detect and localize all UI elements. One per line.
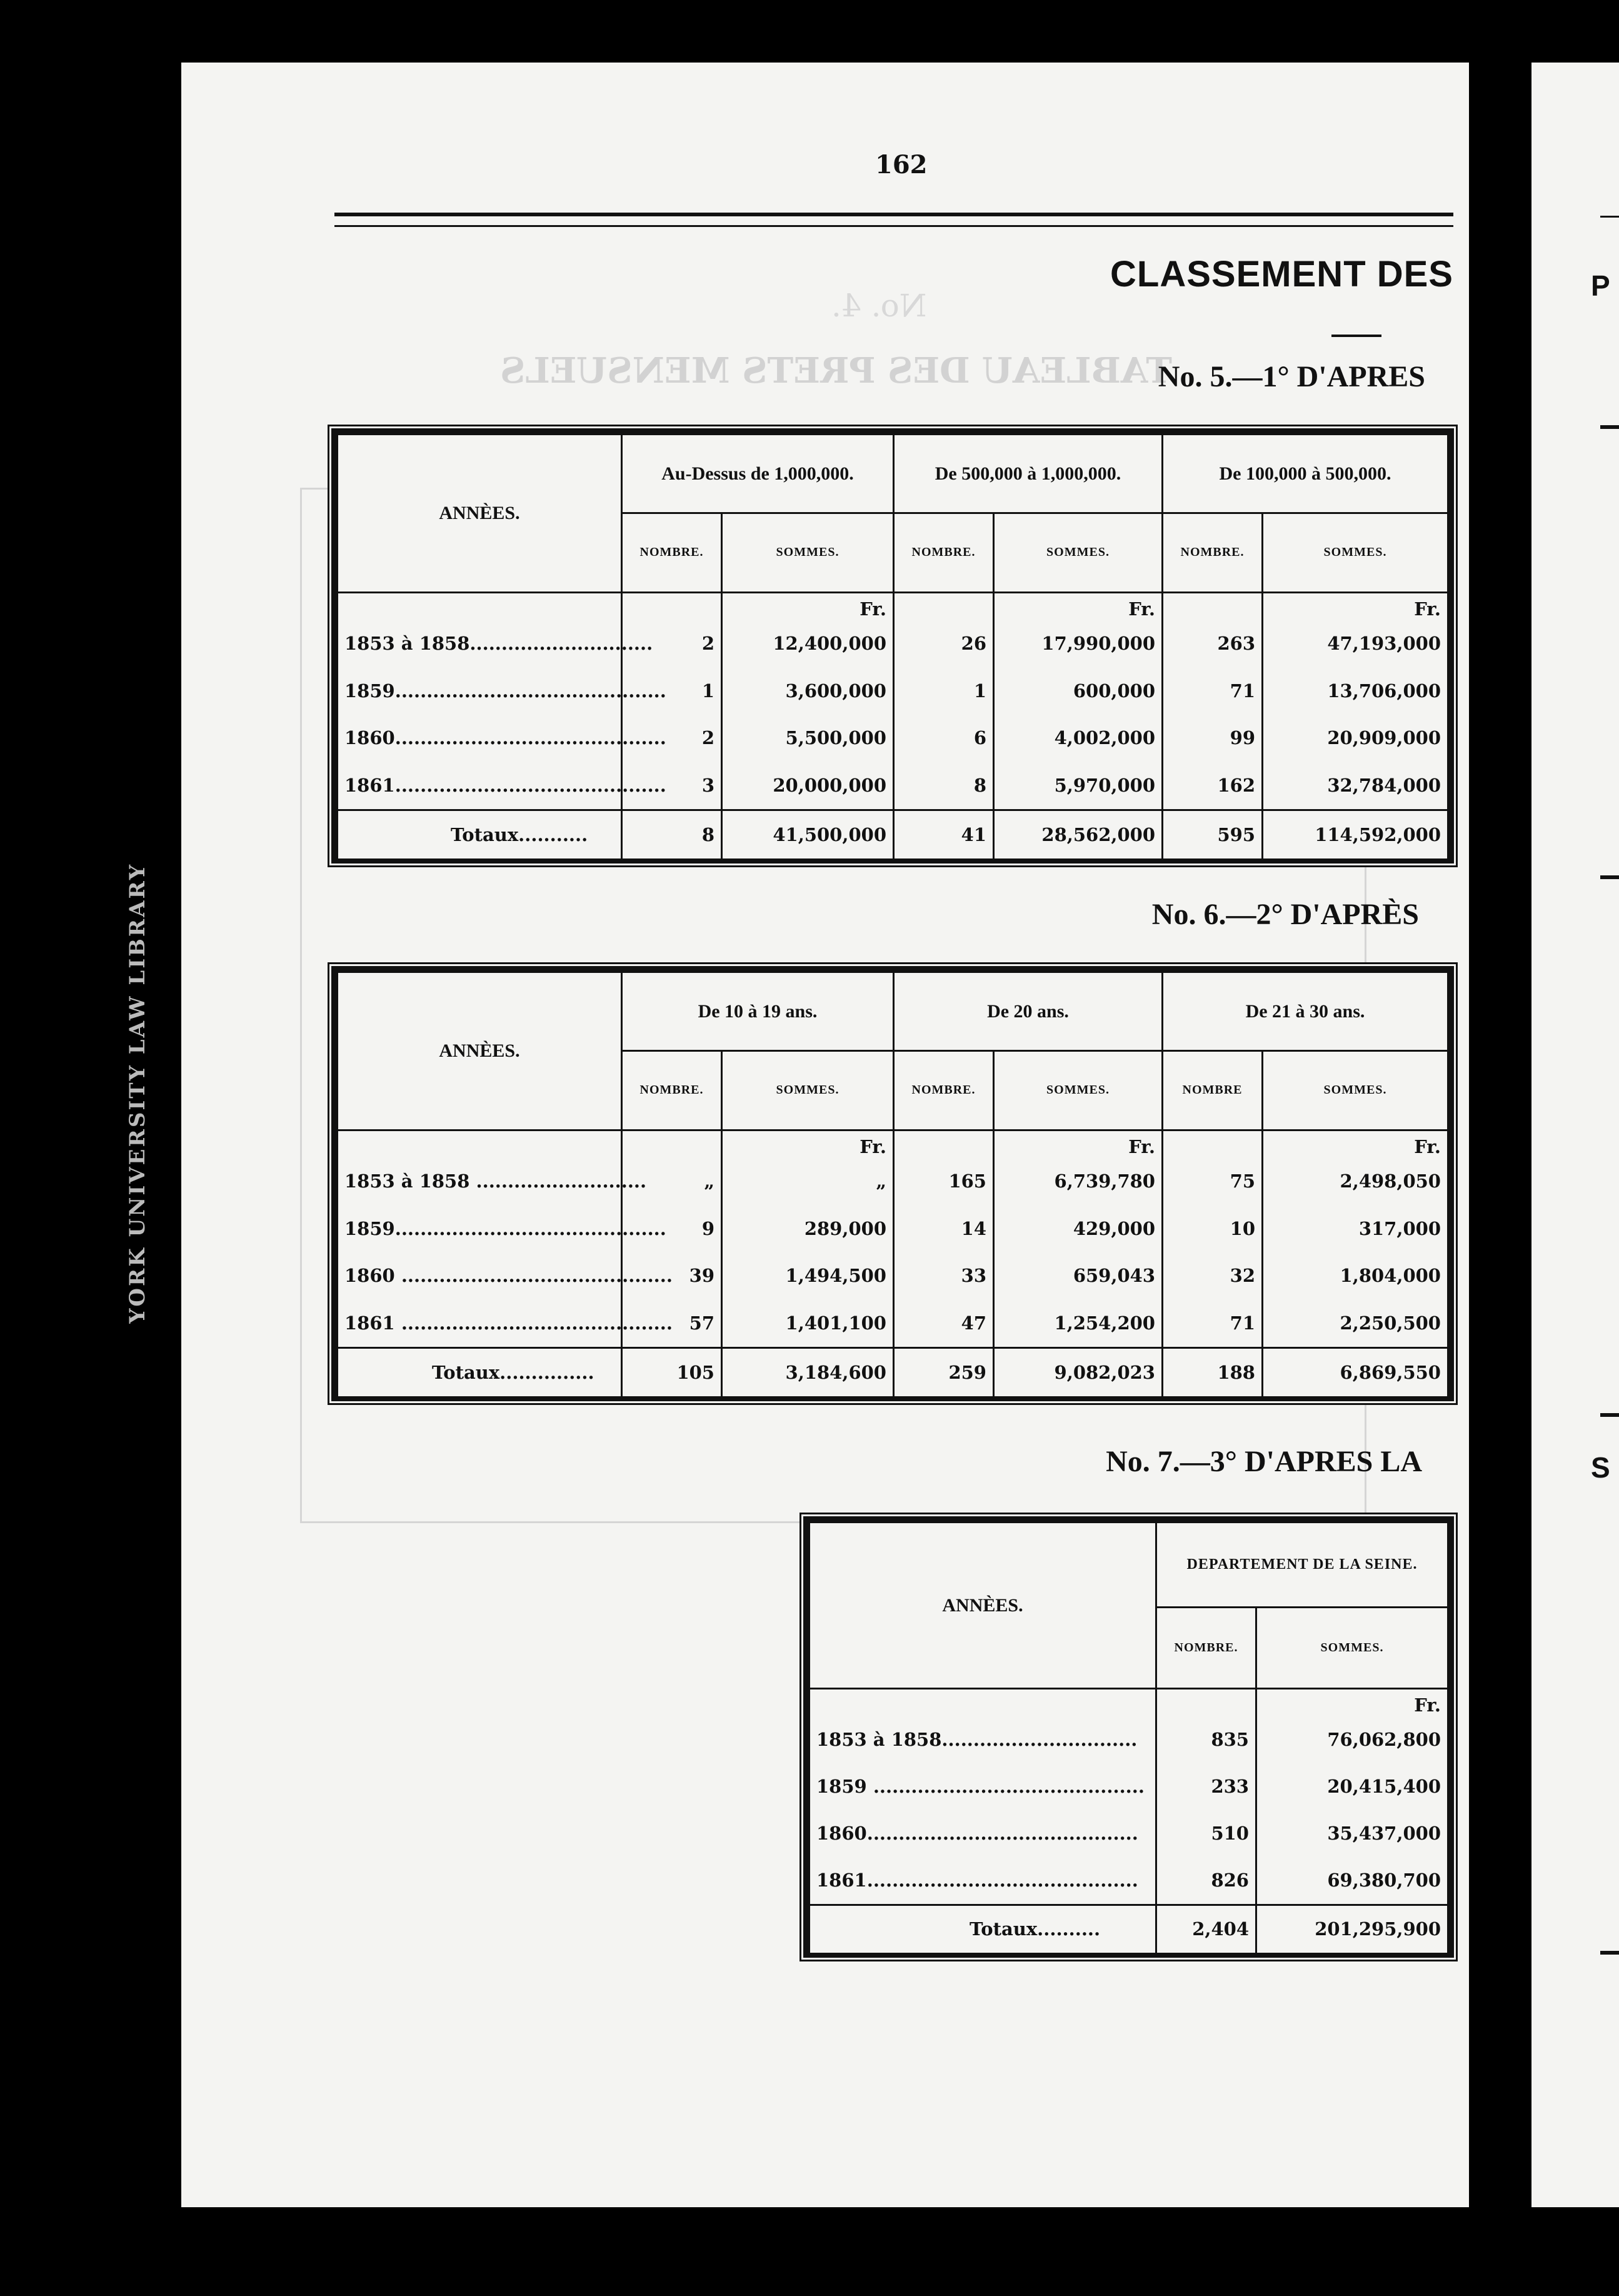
row-year: 1859 — [344, 680, 395, 702]
cell: 10 — [1163, 1205, 1263, 1252]
sub-header: NOMBRE. — [622, 1051, 722, 1130]
right-page-rule — [1600, 1951, 1619, 1955]
row-year: 1853 à 1858 — [344, 1170, 470, 1192]
cell: 47 — [894, 1299, 994, 1347]
cell: 33 — [894, 1252, 994, 1299]
cell: 263 — [1163, 620, 1263, 667]
cell: 233 — [1156, 1763, 1256, 1810]
cell: 2,498,050 — [1263, 1157, 1448, 1205]
right-page-rule — [1600, 216, 1619, 218]
sub-header: NOMBRE. — [894, 513, 994, 592]
cell: 188 — [1163, 1348, 1263, 1396]
cell: 1,494,500 — [722, 1252, 894, 1299]
cell: 317,000 — [1263, 1205, 1448, 1252]
total-row: Totaux.......... 2,404 201,295,900 — [810, 1905, 1448, 1953]
cell: 41,500,000 — [722, 810, 894, 858]
row-year: 1860 — [344, 1265, 395, 1287]
sub-header: SOMMES. — [722, 513, 894, 592]
table-row: 1861........................................... 826 69,380,700 — [810, 1856, 1448, 1905]
sub-header: SOMMES. — [994, 513, 1163, 592]
cell: 35,437,000 — [1256, 1810, 1448, 1856]
cell: 32 — [1163, 1252, 1263, 1299]
cell: 2,404 — [1156, 1905, 1256, 1953]
group-header: De 10 à 19 ans. — [622, 972, 894, 1051]
total-label: Totaux — [432, 1362, 500, 1384]
years-header: ANNÈES. — [338, 435, 622, 593]
heading-rule — [1331, 335, 1381, 337]
cell: 1 — [622, 667, 722, 715]
cell: 2 — [622, 714, 722, 762]
sub-header: NOMBRE — [1163, 1051, 1263, 1130]
table-row: 1859........................................... 9 289,000 14 429,000 10 317,000 — [338, 1205, 1448, 1252]
cell: 1 — [894, 667, 994, 715]
cell: 12,400,000 — [722, 620, 894, 667]
group-header: DEPARTEMENT DE LA SEINE. — [1156, 1523, 1448, 1608]
cell: 6,739,780 — [994, 1157, 1163, 1205]
sub-header: SOMMES. — [994, 1051, 1163, 1130]
unit-label: Fr. — [722, 1130, 894, 1157]
cell: 28,562,000 — [994, 810, 1163, 858]
cell: 32,784,000 — [1263, 762, 1448, 810]
cell: 71 — [1163, 1299, 1263, 1347]
cell: 165 — [894, 1157, 994, 1205]
total-row: Totaux........... 8 41,500,000 41 28,562,000 595 114,592,000 — [338, 810, 1448, 858]
sub-header: SOMMES. — [722, 1051, 894, 1130]
group-header: De 100,000 à 500,000. — [1163, 435, 1448, 513]
row-year: 1853 à 1858. — [344, 632, 476, 654]
table7 — [803, 1516, 1454, 1958]
cell: 9 — [622, 1205, 722, 1252]
table-row: 1860........................................... 2 5,500,000 6 4,002,000 99 20,909,000 — [338, 714, 1448, 762]
bleed-through-text: No. 4. — [831, 288, 927, 324]
cell: 2 — [622, 620, 722, 667]
years-header: ANNÈES. — [810, 1523, 1156, 1689]
right-page-rule — [1600, 875, 1619, 879]
table7-title: No. 7.—3° D'APRES LA — [1106, 1445, 1422, 1478]
row-year: 1860 — [344, 727, 395, 749]
bleed-through-text: TABLEAU DES PRETS MENSUELS — [500, 350, 1172, 391]
cell: 6,869,550 — [1263, 1348, 1448, 1396]
total-row: Totaux............... 105 3,184,600 259 9,082,023 188 6,869,550 — [338, 1348, 1448, 1396]
cell: 510 — [1156, 1810, 1256, 1856]
cell: „ — [622, 1157, 722, 1205]
cell: 14 — [894, 1205, 994, 1252]
table-row: 1861 ........................................... 57 1,401,100 47 1,254,200 71 2,250,500 — [338, 1299, 1448, 1347]
cell: 114,592,000 — [1263, 810, 1448, 858]
total-label: Totaux — [970, 1918, 1038, 1940]
group-header: De 500,000 à 1,000,000. — [894, 435, 1163, 513]
table-row: 1859 ........................................... 233 20,415,400 — [810, 1763, 1448, 1810]
cell: 826 — [1156, 1856, 1256, 1905]
table5 — [331, 428, 1454, 864]
cell: 3 — [622, 762, 722, 810]
cell: 75 — [1163, 1157, 1263, 1205]
sub-header: NOMBRE. — [622, 513, 722, 592]
page-number: 162 — [875, 150, 928, 179]
unit-label: Fr. — [1263, 592, 1448, 620]
table5-title: No. 5.—1° D'APRES — [1158, 360, 1425, 393]
cell: 41 — [894, 810, 994, 858]
cell: 659,043 — [994, 1252, 1163, 1299]
sub-header: SOMMES. — [1263, 1051, 1448, 1130]
library-stamp-text: YORK UNIVERSITY LAW LIBRARY — [125, 863, 150, 1324]
unit-label: Fr. — [722, 592, 894, 620]
row-year: 1861 — [344, 1312, 395, 1334]
cell: 6 — [894, 714, 994, 762]
row-year: 1853 à 1858 — [816, 1728, 942, 1750]
unit-label: Fr. — [994, 1130, 1163, 1157]
unit-label: Fr. — [1263, 1130, 1448, 1157]
sub-header: NOMBRE. — [1163, 513, 1263, 592]
table-row: 1853 à 1858............................... 835 76,062,800 — [810, 1716, 1448, 1763]
cell: 5,970,000 — [994, 762, 1163, 810]
row-year: 1859 — [816, 1775, 867, 1797]
group-header: Au-Dessus de 1,000,000. — [622, 435, 894, 513]
row-year: 1859 — [344, 1217, 395, 1239]
cell: 39 — [622, 1252, 722, 1299]
cell: 835 — [1156, 1716, 1256, 1763]
group-header: De 21 à 30 ans. — [1163, 972, 1448, 1051]
cell: 47,193,000 — [1263, 620, 1448, 667]
row-year: 1861 — [816, 1870, 867, 1891]
total-label: Totaux — [451, 824, 519, 846]
table-row: 1859........................................... 1 3,600,000 1 600,000 71 13,706,000 — [338, 667, 1448, 715]
library-stamp — [125, 863, 163, 1676]
cell: 99 — [1163, 714, 1263, 762]
cell: 1,254,200 — [994, 1299, 1163, 1347]
cell: 3,600,000 — [722, 667, 894, 715]
cell: 162 — [1163, 762, 1263, 810]
unit-label: Fr. — [994, 592, 1163, 620]
cell: 289,000 — [722, 1205, 894, 1252]
right-page-rule — [1600, 1413, 1619, 1417]
header-rule — [334, 213, 1453, 227]
cell: 26 — [894, 620, 994, 667]
group-header: De 20 ans. — [894, 972, 1163, 1051]
cell: 3,184,600 — [722, 1348, 894, 1396]
right-page-letter: S — [1591, 1451, 1610, 1484]
unit-label: Fr. — [1256, 1689, 1448, 1716]
page-heading: CLASSEMENT DES — [1110, 254, 1453, 295]
cell: „ — [722, 1157, 894, 1205]
cell: 595 — [1163, 810, 1263, 858]
cell: 20,415,400 — [1256, 1763, 1448, 1810]
cell: 105 — [622, 1348, 722, 1396]
cell: 5,500,000 — [722, 714, 894, 762]
table-row: 1853 à 1858............................. 2 12,400,000 26 17,990,000 263 47,193,000 — [338, 620, 1448, 667]
cell: 20,000,000 — [722, 762, 894, 810]
table6-title: No. 6.—2° D'APRÈS — [1151, 898, 1419, 931]
cell: 76,062,800 — [1256, 1716, 1448, 1763]
sub-header: SOMMES. — [1256, 1607, 1448, 1688]
cell: 1,401,100 — [722, 1299, 894, 1347]
cell: 201,295,900 — [1256, 1905, 1448, 1953]
sub-header: SOMMES. — [1263, 513, 1448, 592]
row-year: 1860 — [816, 1822, 867, 1844]
table-row: 1861........................................... 3 20,000,000 8 5,970,000 162 32,784,000 — [338, 762, 1448, 810]
cell: 69,380,700 — [1256, 1856, 1448, 1905]
cell: 20,909,000 — [1263, 714, 1448, 762]
years-header: ANNÈES. — [338, 972, 622, 1130]
right-page-rule — [1600, 425, 1619, 429]
table-row: 1860 ........................................... 39 1,494,500 33 659,043 32 1,804,000 — [338, 1252, 1448, 1299]
cell: 8 — [894, 762, 994, 810]
cell: 13,706,000 — [1263, 667, 1448, 715]
cell: 9,082,023 — [994, 1348, 1163, 1396]
cell: 8 — [622, 810, 722, 858]
cell: 600,000 — [994, 667, 1163, 715]
table-row: 1860........................................... 510 35,437,000 — [810, 1810, 1448, 1856]
row-year: 1861 — [344, 775, 395, 797]
book-page-right-edge — [1531, 63, 1619, 2207]
right-page-letter: P — [1591, 269, 1610, 302]
table-row: 1853 à 1858 ........................... „ „ 165 6,739,780 75 2,498,050 — [338, 1157, 1448, 1205]
sub-header: NOMBRE. — [1156, 1607, 1256, 1688]
cell: 4,002,000 — [994, 714, 1163, 762]
cell: 17,990,000 — [994, 620, 1163, 667]
cell: 259 — [894, 1348, 994, 1396]
cell: 429,000 — [994, 1205, 1163, 1252]
cell: 71 — [1163, 667, 1263, 715]
cell: 57 — [622, 1299, 722, 1347]
cell: 1,804,000 — [1263, 1252, 1448, 1299]
cell: 2,250,500 — [1263, 1299, 1448, 1347]
sub-header: NOMBRE. — [894, 1051, 994, 1130]
table6 — [331, 966, 1454, 1401]
